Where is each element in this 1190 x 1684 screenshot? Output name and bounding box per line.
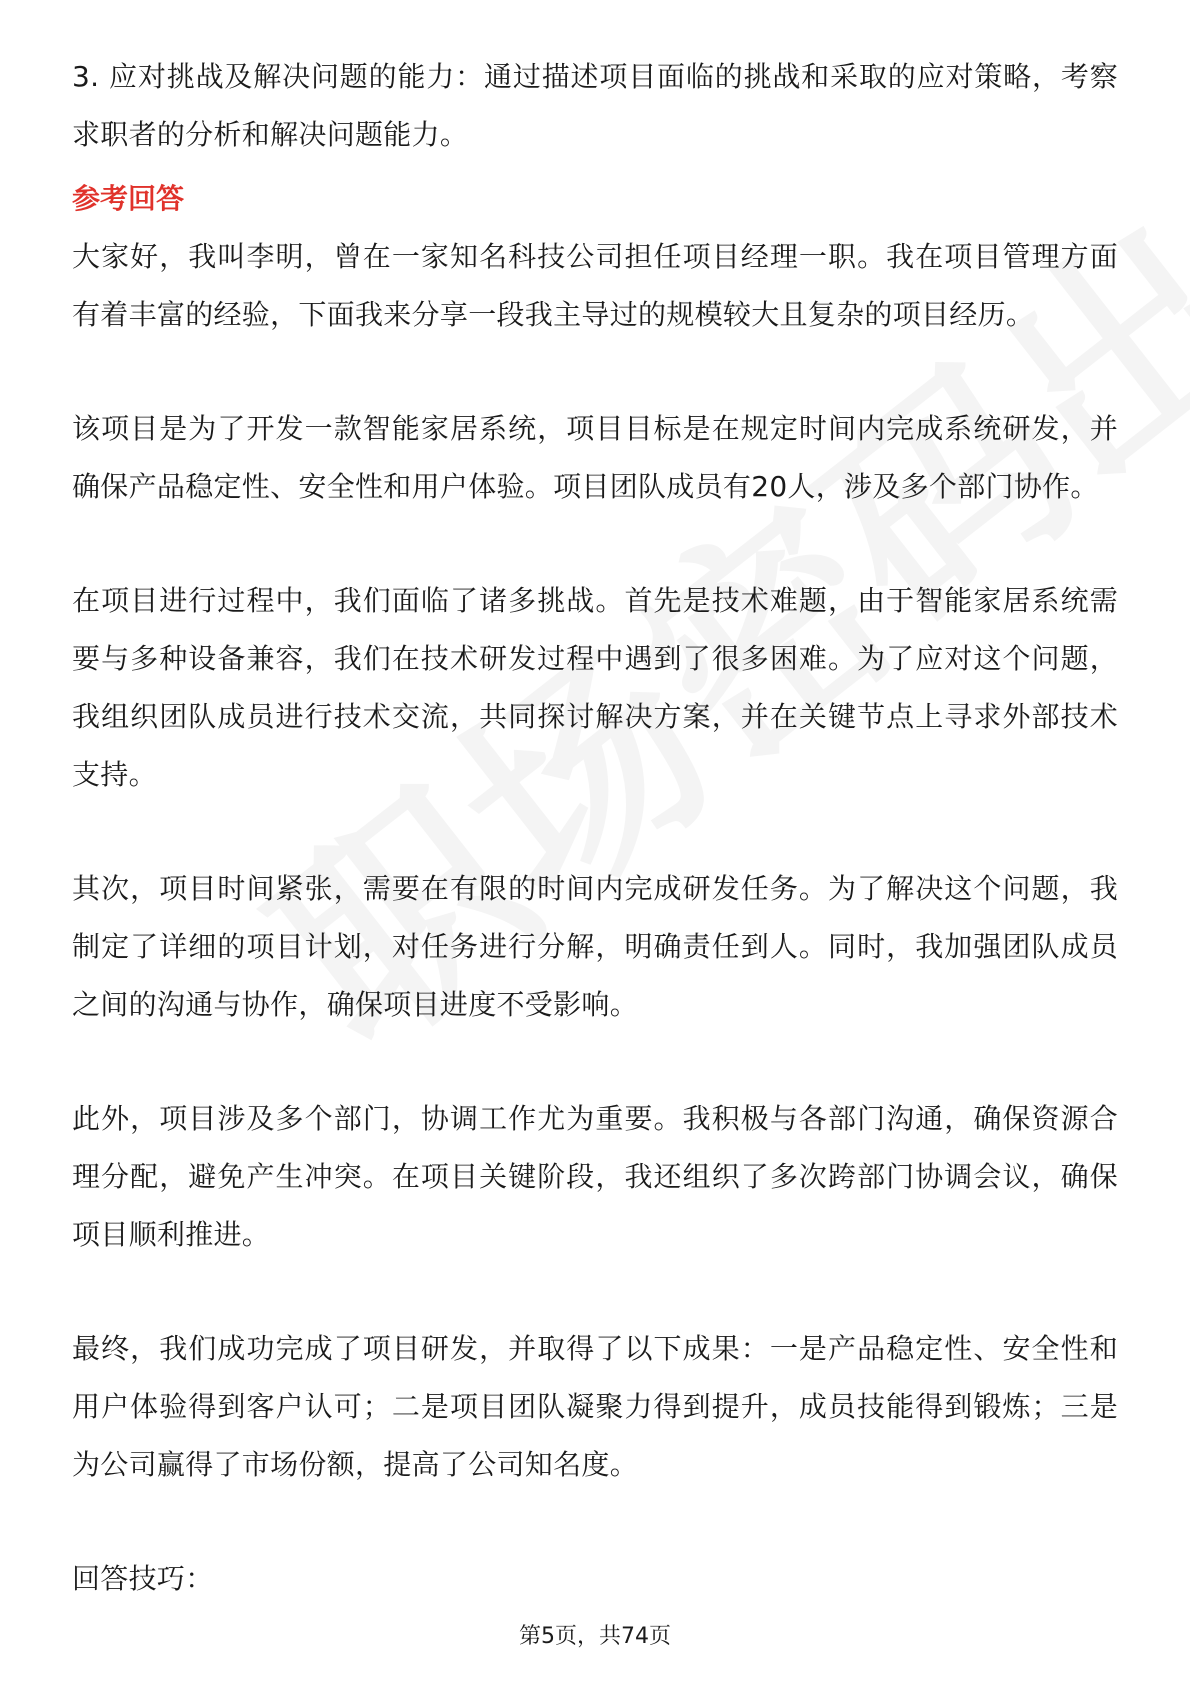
paragraph-2: 该项目是为了开发一款智能家居系统，项目目标是在规定时间内完成系统研发，并确保产品稳定性、安全性和用户体验。项目团队成员有20人，涉及多个部门协作。 <box>72 412 1118 503</box>
tips-heading: 回答技巧： <box>72 1562 214 1595</box>
paragraph-4: 其次，项目时间紧张，需要在有限的时间内完成研发任务。为了解决这个问题，我制定了详细的项目计划，对任务进行分解，明确责任到人。同时，我加强团队成员之间的沟通与协作，确保项目进度不受影响。 <box>72 872 1118 1021</box>
intro-item: 3. 应对挑战及解决问题的能力：通过描述项目面临的挑战和采取的应对策略，考察求职者的分析和解决问题能力。 <box>72 60 1118 151</box>
page-content <box>72 48 1118 1608</box>
paragraph-3: 在项目进行过程中，我们面临了诸多挑战。首先是技术难题，由于智能家居系统需要与多种设备兼容，我们在技术研发过程中遇到了很多困难。为了应对这个问题，我组织团队成员进行技术交流，共同探讨解决方案，并在关键节点上寻求外部技术支持。 <box>72 584 1118 791</box>
paragraph-1: 大家好，我叫李明，曾在一家知名科技公司担任项目经理一职。我在项目管理方面有着丰富的经验，下面我来分享一段我主导过的规模较大且复杂的项目经历。 <box>72 240 1118 331</box>
paragraph-6: 最终，我们成功完成了项目研发，并取得了以下成果：一是产品稳定性、安全性和用户体验得到客户认可；二是项目团队凝聚力得到提升，成员技能得到锻炼；三是为公司赢得了市场份额，提高了公司知名度。 <box>72 1332 1118 1481</box>
page-footer: 第5页，共74页 <box>519 1624 671 1649</box>
paragraph-5: 此外，项目涉及多个部门，协调工作尤为重要。我积极与各部门沟通，确保资源合理分配，避免产生冲突。在项目关键阶段，我还组织了多次跨部门协调会议，确保项目顺利推进。 <box>72 1102 1118 1251</box>
answer-heading: 参考回答 <box>72 182 185 215</box>
